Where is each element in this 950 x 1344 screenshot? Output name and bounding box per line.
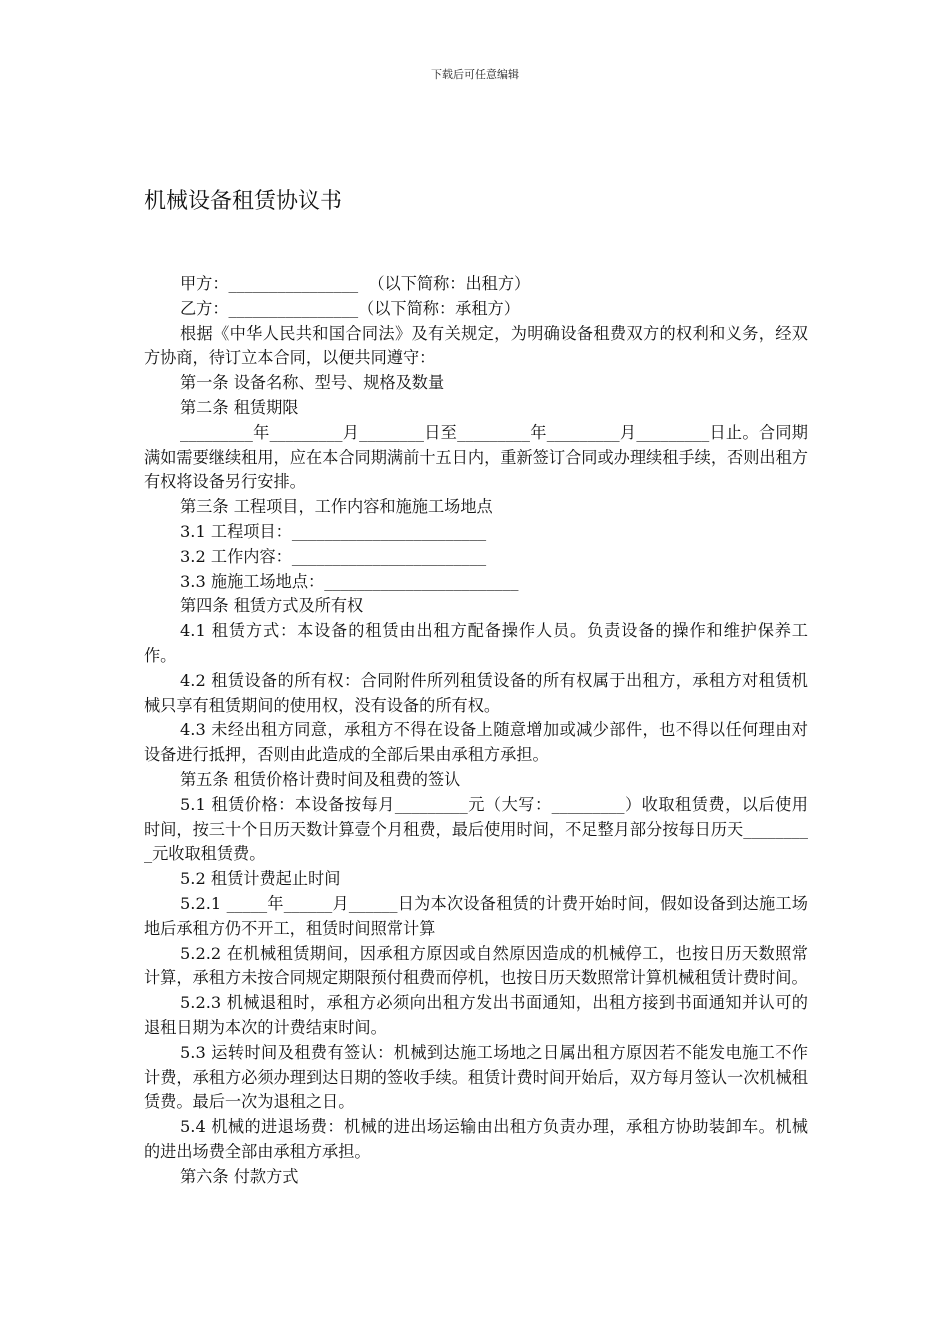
clause-3-3: 3.3 施施工场地点：________________________ (180, 571, 519, 591)
clause-5-1: 5.1 租赁价格：本设备按每月_________元（大写：_________）收取租赁费，以后使用时间，按三十个日历天数计算壹个月租费，最后使用时间，不足整月部分按每日历天_________元收取租赁费。 (144, 794, 808, 864)
lease-period-paragraph: _________年_________月________日至_________年_________月_________日止。合同期满如需要继续租用，应在本合同期满前十五日内，重新签订合同或办理续租手续，否则出租方有权将设备另行安排。 (144, 422, 808, 492)
header-note: 下载后可任意编辑 (431, 68, 519, 81)
clause-3-2: 3.2 工作内容：________________________ (180, 546, 487, 566)
article-2-heading: 第二条 租赁期限 (180, 397, 299, 417)
preamble-paragraph: 根据《中华人民共和国合同法》及有关规定，为明确设备租费双方的权利和义务，经双方协商，待订立本合同，以便共同遵守： (144, 323, 808, 368)
clause-5-2-1: 5.2.1 _____年______月______日为本次设备租赁的计费开始时间，假如设备到达施工场地后承租方仍不开工，租赁时间照常计算 (144, 893, 808, 938)
party-b-line: 乙方：________________（以下简称：承租方） (180, 298, 520, 318)
clause-5-2-3: 5.2.3 机械退租时，承租方必须向出租方发出书面通知，出租方接到书面通知并认可的退租日期为本次的计费结束时间。 (144, 993, 808, 1037)
article-4-heading: 第四条 租赁方式及所有权 (180, 596, 364, 616)
clause-4-1: 4.1 租赁方式：本设备的租赁由出租方配备操作人员。负责设备的操作和维护保养工作。 (144, 621, 808, 665)
clause-5-4: 5.4 机械的进退场费：机械的进出场运输由出租方负责办理，承租方协助装卸车。机械的进出场费全部由承租方承担。 (144, 1117, 808, 1161)
clause-5-2-2: 5.2.2 在机械租赁期间，因承租方原因或自然原因造成的机械停工，也按日历天数照常计算，承租方未按合同规定期限预付租费而停机，也按日历天数照常计算机械租赁计费时间。 (144, 943, 808, 988)
clause-3-1: 3.1 工程项目：________________________ (180, 521, 487, 541)
article-1-heading: 第一条 设备名称、型号、规格及数量 (180, 373, 445, 393)
article-6-heading: 第六条 付款方式 (180, 1166, 299, 1186)
clause-4-2: 4.2 租赁设备的所有权：合同附件所列租赁设备的所有权属于出租方，承租方对租赁机械只享有租赁期间的使用权，没有设备的所有权。 (144, 670, 808, 715)
document-title: 机械设备租赁协议书 (144, 189, 343, 214)
clause-4-3: 4.3 未经出租方同意，承租方不得在设备上随意增加或减少部件，也不得以任何理由对设备进行抵押，否则由此造成的全部后果由承租方承担。 (144, 720, 808, 765)
article-3-heading: 第三条 工程项目，工作内容和施施工场地点 (180, 497, 493, 517)
clause-5-3: 5.3 运转时间及租费有签认：机械到达施工场地之日属出租方原因若不能发电施工不作计费，承租方必须办理到达日期的签收手续。租赁计费时间开始后，双方每月签认一次机械租赁费。最后一次为退租之日。 (144, 1042, 808, 1112)
party-a-line: 甲方：________________ （以下简称：出租方） (180, 274, 531, 293)
article-5-heading: 第五条 租赁价格计费时间及租费的签认 (180, 769, 461, 789)
clause-5-2: 5.2 租赁计费起止时间 (180, 869, 341, 889)
document-body (144, 272, 808, 1189)
